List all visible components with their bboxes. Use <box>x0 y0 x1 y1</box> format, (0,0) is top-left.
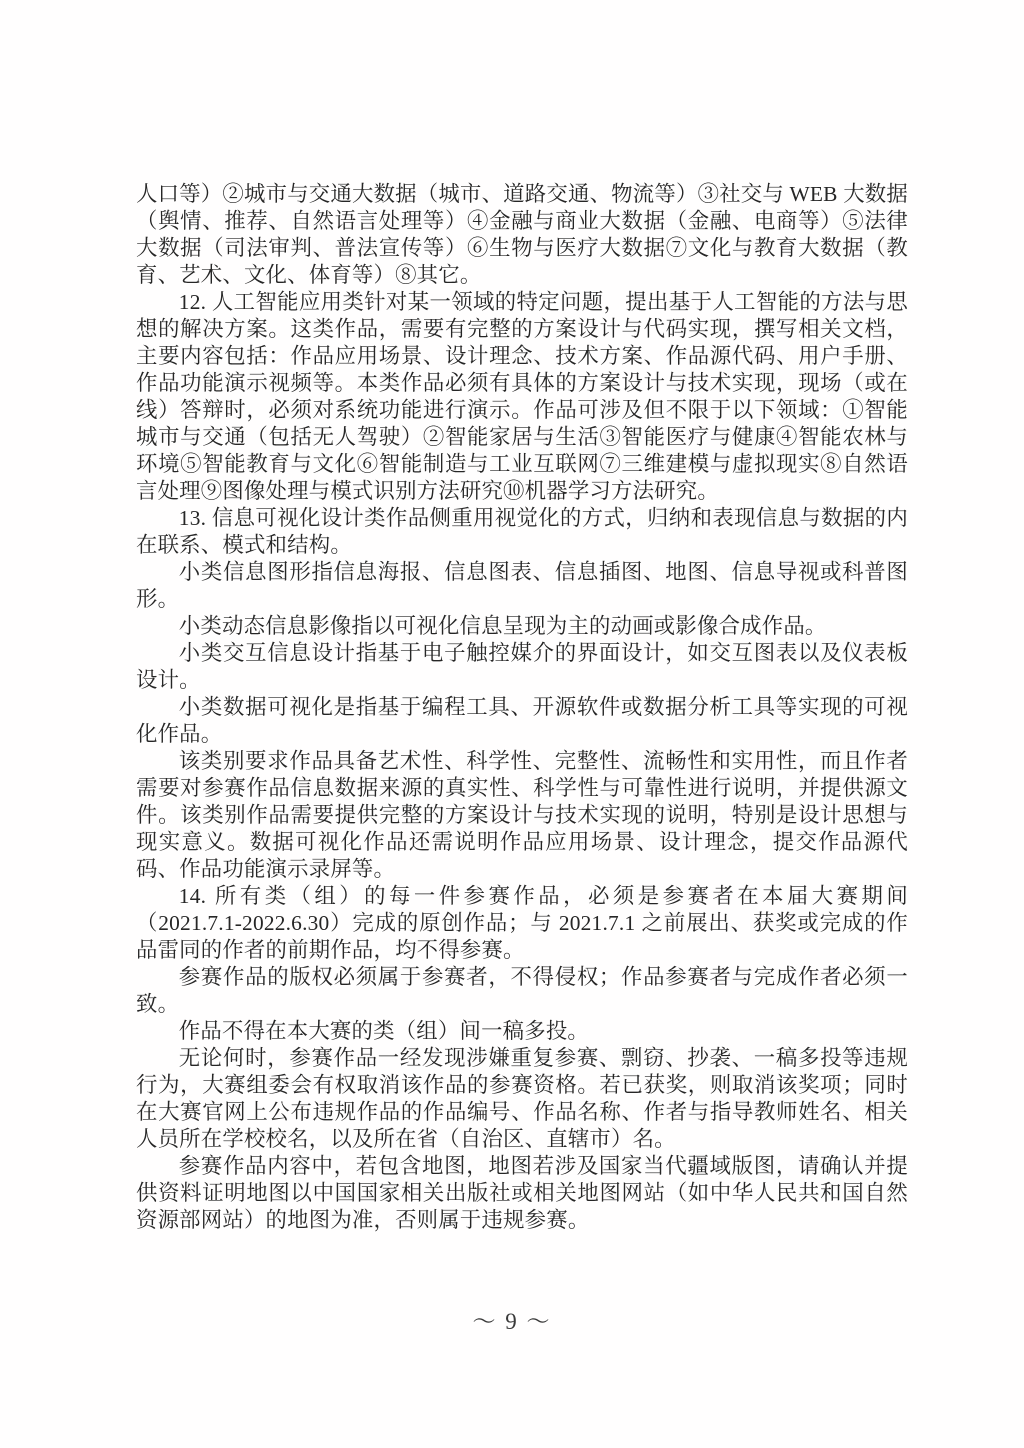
paragraph-continuation-big-data-categories: 人口等）②城市与交通大数据（城市、道路交通、物流等）③社交与 WEB 大数据（舆情、推荐、自然语言处理等）④金融与商业大数据（金融、电商等）⑤法律大数据（司法审判、普法宣传等）⑥生物与医疗大数据⑦文化与教育大数据（教育、艺术、文化、体育等）⑧其它。 <box>136 182 908 287</box>
page-number-footer <box>0 1303 1024 1336</box>
paragraph-violation-consequences: 无论何时，参赛作品一经发现涉嫌重复参赛、剽窃、抄袭、一稿多投等违规行为，大赛组委会有权取消该作品的参赛资格。若已获奖，则取消该奖项；同时在大赛官网上公布违规作品的作品编号、作品名称、作者与指导教师姓名、相关人员所在学校校名，以及所在省（自治区、直辖市）名。 <box>136 1046 908 1151</box>
paragraph-item-13-info-visualization: 13. 信息可视化设计类作品侧重用视觉化的方式，归纳和表现信息与数据的内在联系、模式和结构。 <box>136 506 908 557</box>
paragraph-subclass-data-visualization: 小类数据可视化是指基于编程工具、开源软件或数据分析工具等实现的可视化作品。 <box>136 695 908 746</box>
paragraph-subclass-infographic: 小类信息图形指信息海报、信息图表、信息插图、地图、信息导视或科普图形。 <box>136 560 908 611</box>
page-number: ～ 9 ～ <box>472 1309 552 1334</box>
paragraph-map-requirements: 参赛作品内容中，若包含地图，地图若涉及国家当代疆域版图，请确认并提供资料证明地图以中国国家相关出版社或相关地图网站（如中华人民共和国自然资源部网站）的地图为准，否则属于违规参赛。 <box>136 1154 908 1232</box>
paragraph-category-requirements: 该类别要求作品具备艺术性、科学性、完整性、流畅性和实用性，而且作者需要对参赛作品信息数据来源的真实性、科学性与可靠性进行说明，并提供源文件。该类别作品需要提供完整的方案设计与技术实现的说明，特别是设计思想与现实意义。数据可视化作品还需说明作品应用场景、设计理念，提交作品源代码、作品功能演示录屏等。 <box>136 749 908 881</box>
paragraph-no-duplicate-submission: 作品不得在本大赛的类（组）间一稿多投。 <box>178 1019 590 1043</box>
document-body-text <box>136 181 908 1234</box>
paragraph-copyright-rule: 参赛作品的版权必须属于参赛者，不得侵权；作品参赛者与完成作者必须一致。 <box>136 965 908 1016</box>
paragraph-subclass-interactive-info: 小类交互信息设计指基于电子触控媒介的界面设计，如交互图表以及仪表板设计。 <box>136 641 908 692</box>
paragraph-item-12-ai-application: 12. 人工智能应用类针对某一领域的特定问题，提出基于人工智能的方法与思想的解决方案。这类作品，需要有完整的方案设计与代码实现，撰写相关文档，主要内容包括：作品应用场景、设计理念、技术方案、作品源代码、用户手册、作品功能演示视频等。本类作品必须有具体的方案设计与技术实现，现场（或在线）答辩时，必须对系统功能进行演示。作品可涉及但不限于以下领域：①智能城市与交通（包括无人驾驶）②智能家居与生活③智能医疗与健康④智能农林与环境⑤智能教育与文化⑥智能制造与工业互联网⑦三维建模与虚拟现实⑧自然语言处理⑨图像处理与模式识别方法研究⑩机器学习方法研究。 <box>136 290 908 503</box>
paragraph-subclass-motion-info: 小类动态信息影像指以可视化信息呈现为主的动画或影像合成作品。 <box>178 614 827 638</box>
paragraph-item-14-originality-period: 14. 所有类（组）的每一件参赛作品，必须是参赛者在本届大赛期间（2021.7.1-2022.6.30）完成的原创作品；与 2021.7.1 之前展出、获奖或完成的作品雷同的作者的前期作品，均不得参赛。 <box>136 884 908 962</box>
